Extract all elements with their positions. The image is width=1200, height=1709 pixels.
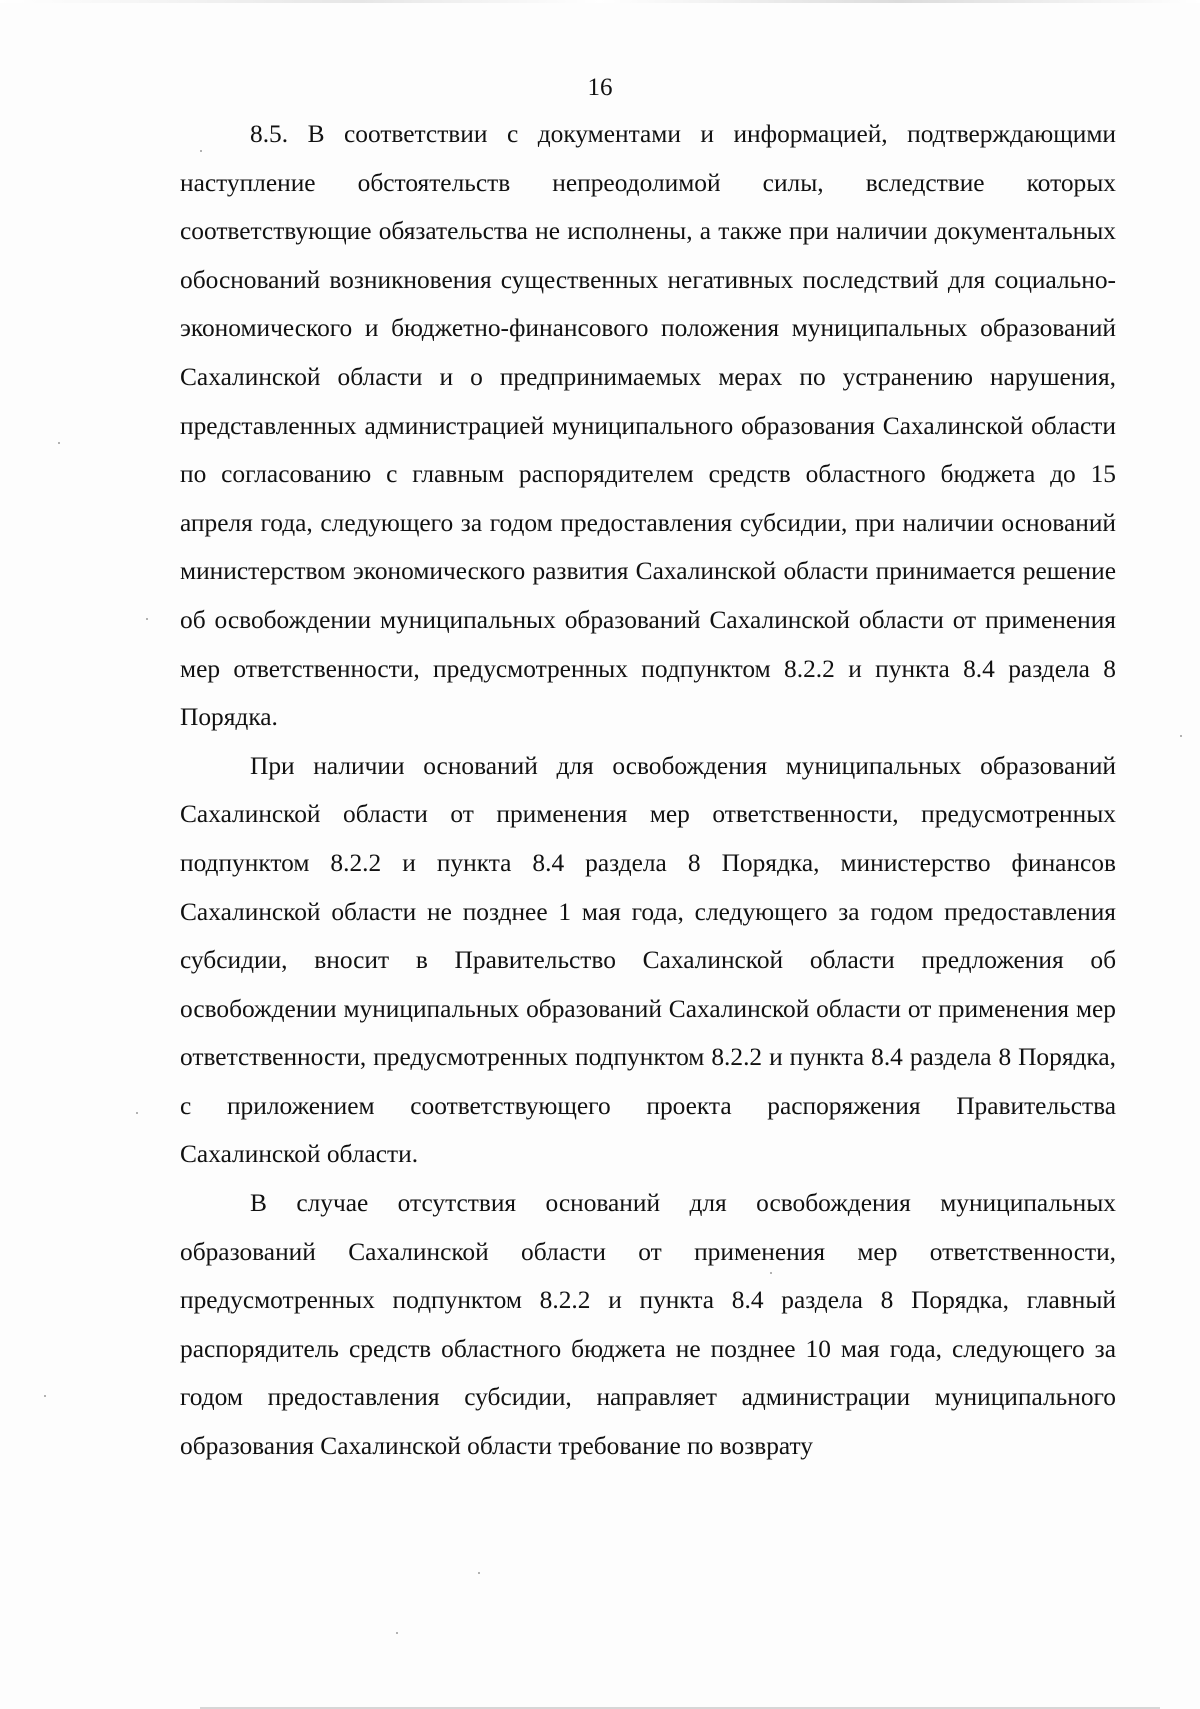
scan-speck	[1180, 735, 1182, 737]
paragraph-exemption-grounds: При наличии оснований для освобождения муниципальных образований Сахалинской области от применения мер ответственности, предусмотренных подпунктом 8.2.2 и пункта 8.4 раздела 8 Порядка, министерство финансов Сахалинской области не позднее 1 мая года, следующего за годом предоставления субсидии, вносит в Правительство Сахалинской области предложения об освобождении муниципальных образований Сахалинской области от применения мер ответственности, предусмотренных подпунктом 8.2.2 и пункта 8.4 раздела 8 Порядка, с приложением соответствующего проекта распоряжения Правительства Сахалинской области.	[180, 751, 1116, 1169]
scan-speck	[200, 150, 202, 152]
paragraph-8-5: 8.5. В соответствии с документами и информацией, подтверждающими наступление обстоятельств непреодолимой силы, вследствие которых соответствующие обязательства не исполнены, а также при наличии документальных обоснований возникновения существенных негативных последствий для социально-экономического и бюджетно-финансового положения муниципальных образований Сахалинской области и о предпринимаемых мерах по устранению нарушения, представленных администрацией муниципального образования Сахалинской области по согласованию с главным распорядителем средств областного бюджета до 15 апреля года, следующего за годом предоставления субсидии, при наличии оснований министерством экономического развития Сахалинской области принимается решение об освобождении муниципальных образований Сахалинской области от применения мер ответственности, предусмотренных подпунктом 8.2.2 и пункта 8.4 раздела 8 Порядка.	[180, 120, 1116, 732]
scan-edge-top	[0, 0, 1200, 3]
paragraph-no-exemption-grounds: В случае отсутствия оснований для освобождения муниципальных образований Сахалинской области от применения мер ответственности, предусмотренных подпунктом 8.2.2 и пункта 8.4 раздела 8 Порядка, главный распорядитель средств областного бюджета не позднее 10 мая года, следующего за годом предоставления субсидии, направляет администрации муниципального образования Сахалинской области требование по возврату	[180, 1189, 1116, 1461]
scan-speck	[478, 1572, 480, 1574]
scan-speck	[136, 1112, 138, 1114]
document-body	[180, 110, 1116, 1471]
scan-speck	[770, 1272, 772, 1274]
scan-speck	[146, 618, 148, 620]
scan-speck	[44, 1395, 46, 1397]
scan-speck	[396, 1632, 398, 1634]
scan-speck	[58, 442, 60, 444]
page-number: 16	[587, 74, 613, 101]
